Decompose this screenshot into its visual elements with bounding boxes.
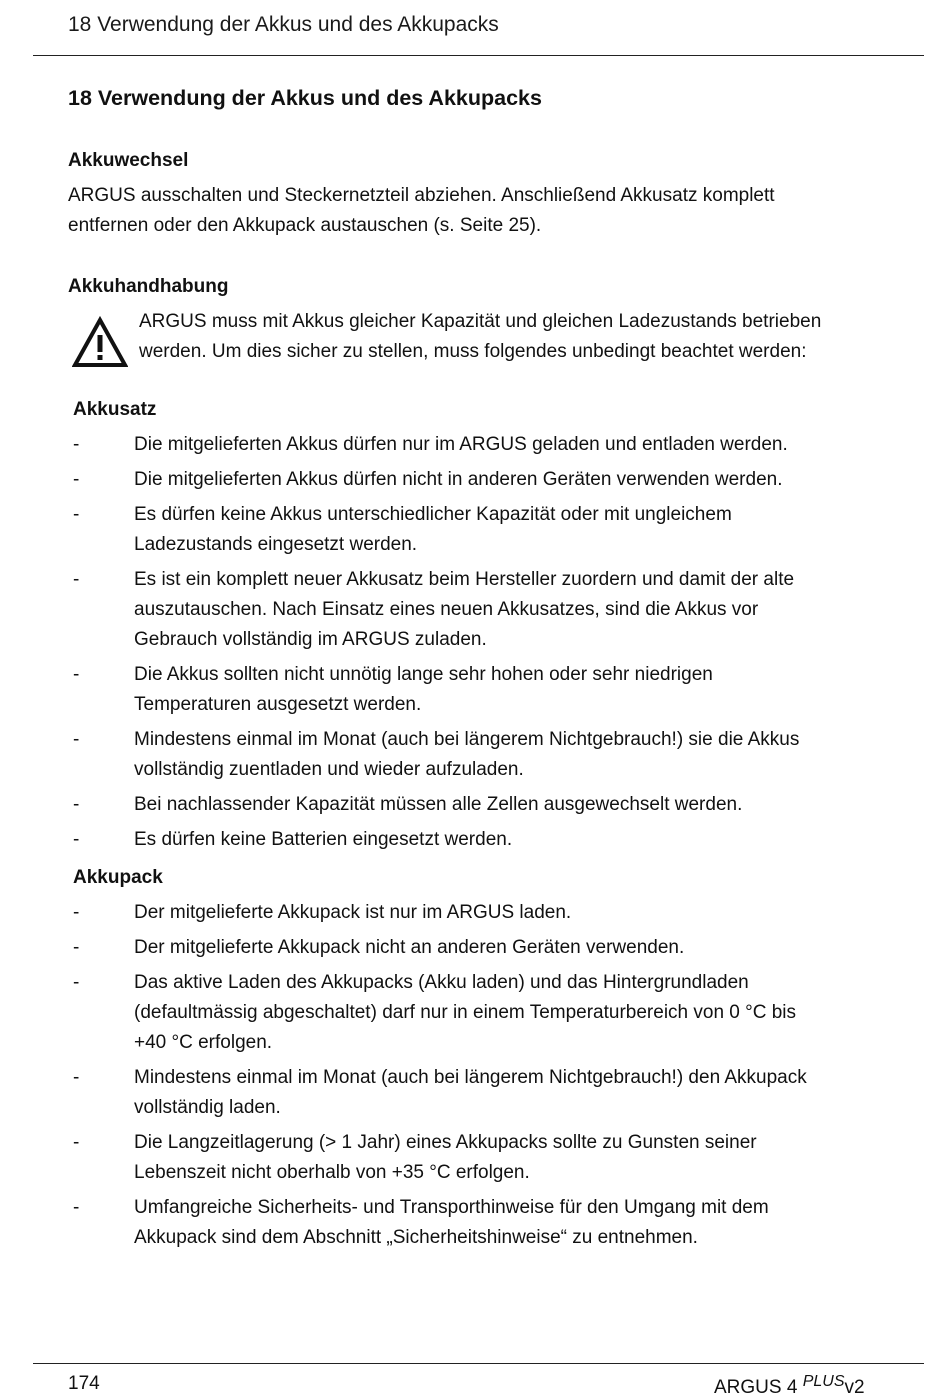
list-item xyxy=(73,825,873,855)
list-dash: - xyxy=(73,1197,80,1218)
footer-product-name xyxy=(714,1373,865,1399)
list-item xyxy=(73,1128,873,1188)
list-dash: - xyxy=(73,434,80,455)
list-item xyxy=(73,898,873,928)
list-item xyxy=(73,933,873,963)
warning-line-2: werden. Um dies sicher zu stellen, muss folgendes unbedingt beachtet werden: xyxy=(139,341,807,362)
list-item-line: Lebenszeit nicht oberhalb von +35 °C erfolgen. xyxy=(134,1162,530,1183)
list-item xyxy=(73,1063,873,1123)
list-item-line: Die mitgelieferten Akkus dürfen nicht in anderen Geräten verwenden werden. xyxy=(134,469,783,490)
list-item-line: Es ist ein komplett neuer Akkusatz beim Hersteller zuordern und damit der alte xyxy=(134,569,795,590)
akkusatz-list xyxy=(73,430,873,860)
product-version: v2 xyxy=(844,1377,865,1398)
akkuhandhabung-heading: Akkuhandhabung xyxy=(68,276,229,297)
list-dash: - xyxy=(73,937,80,958)
list-item-line: Es dürfen keine Batterien eingesetzt werden. xyxy=(134,829,513,850)
list-item-line: Die Langzeitlagerung (> 1 Jahr) eines Akkupacks sollte zu Gunsten seiner xyxy=(134,1132,757,1153)
list-item-line: Bei nachlassender Kapazität müssen alle Zellen ausgewechselt werden. xyxy=(134,794,743,815)
list-dash: - xyxy=(73,972,80,993)
list-item-line: Der mitgelieferte Akkupack ist nur im ARGUS laden. xyxy=(134,902,572,923)
warning-line-1: ARGUS muss mit Akkus gleicher Kapazität und gleichen Ladezustands betrieben xyxy=(139,311,822,332)
list-item-line: Die Akkus sollten nicht unnötig lange sehr hohen oder sehr niedrigen xyxy=(134,664,713,685)
list-item-line: Mindestens einmal im Monat (auch bei längerem Nichtgebrauch!) den Akkupack xyxy=(134,1067,807,1088)
list-item-line: vollständig laden. xyxy=(134,1097,281,1118)
page-number: 174 xyxy=(68,1373,100,1394)
list-item-line: Das aktive Laden des Akkupacks (Akku laden) und das Hintergrundladen xyxy=(134,972,749,993)
list-item-line: Temperaturen ausgesetzt werden. xyxy=(134,694,422,715)
section-title: 18 Verwendung der Akkus und des Akkupacks xyxy=(68,86,542,110)
akkusatz-heading: Akkusatz xyxy=(73,399,157,420)
list-dash: - xyxy=(73,1132,80,1153)
list-dash: - xyxy=(73,1067,80,1088)
list-item-line: (defaultmässig abgeschaltet) darf nur in einem Temperaturbereich von 0 °C bis xyxy=(134,1002,797,1023)
list-item-line: auszutauschen. Nach Einsatz eines neuen Akkusatzes, sind die Akkus vor xyxy=(134,599,759,620)
list-item-line: Gebrauch vollständig im ARGUS zuladen. xyxy=(134,629,487,650)
list-item xyxy=(73,968,873,1058)
list-item xyxy=(73,565,873,655)
list-item-line: Akkupack sind dem Abschnitt „Sicherheitshinweise“ zu entnehmen. xyxy=(134,1227,698,1248)
list-item xyxy=(73,660,873,720)
list-item-line: Ladezustands eingesetzt werden. xyxy=(134,534,418,555)
list-dash: - xyxy=(73,569,80,590)
list-item-line: Der mitgelieferte Akkupack nicht an anderen Geräten verwenden. xyxy=(134,937,685,958)
list-dash: - xyxy=(73,504,80,525)
akkuwechsel-line-1: ARGUS ausschalten und Steckernetzteil abziehen. Anschließend Akkusatz komplett xyxy=(68,185,775,206)
list-item xyxy=(73,465,873,495)
list-dash: - xyxy=(73,664,80,685)
list-item xyxy=(73,725,873,785)
running-header: 18 Verwendung der Akkus und des Akkupacks xyxy=(68,13,499,36)
header-rule xyxy=(33,55,924,56)
list-dash: - xyxy=(73,902,80,923)
list-item-line: Es dürfen keine Akkus unterschiedlicher Kapazität oder mit ungleichem xyxy=(134,504,732,525)
warning-triangle-icon xyxy=(72,316,128,368)
akkupack-heading: Akkupack xyxy=(73,867,163,888)
list-item xyxy=(73,1193,873,1253)
list-item xyxy=(73,790,873,820)
list-dash: - xyxy=(73,729,80,750)
akkuwechsel-line-2: entfernen oder den Akkupack austauschen (s. Seite 25). xyxy=(68,215,542,236)
list-item-line: vollständig zuentladen und wieder aufzuladen. xyxy=(134,759,524,780)
product-name: ARGUS 4 xyxy=(714,1377,798,1398)
list-item xyxy=(73,500,873,560)
list-dash: - xyxy=(73,829,80,850)
akkuwechsel-paragraph xyxy=(68,181,775,241)
list-dash: - xyxy=(73,469,80,490)
list-dash: - xyxy=(73,794,80,815)
product-superscript: PLUS xyxy=(802,1373,845,1390)
list-item-line: Mindestens einmal im Monat (auch bei längerem Nichtgebrauch!) sie die Akkus xyxy=(134,729,800,750)
list-item-line: Die mitgelieferten Akkus dürfen nur im ARGUS geladen und entladen werden. xyxy=(134,434,788,455)
akkuwechsel-heading: Akkuwechsel xyxy=(68,150,189,171)
list-item-line: +40 °C erfolgen. xyxy=(134,1032,273,1053)
list-item xyxy=(73,430,873,460)
footer-rule xyxy=(33,1363,924,1364)
list-item-line: Umfangreiche Sicherheits- und Transporthinweise für den Umgang mit dem xyxy=(134,1197,769,1218)
akkuhandhabung-warning-text xyxy=(139,307,821,367)
akkupack-list xyxy=(73,898,873,1258)
